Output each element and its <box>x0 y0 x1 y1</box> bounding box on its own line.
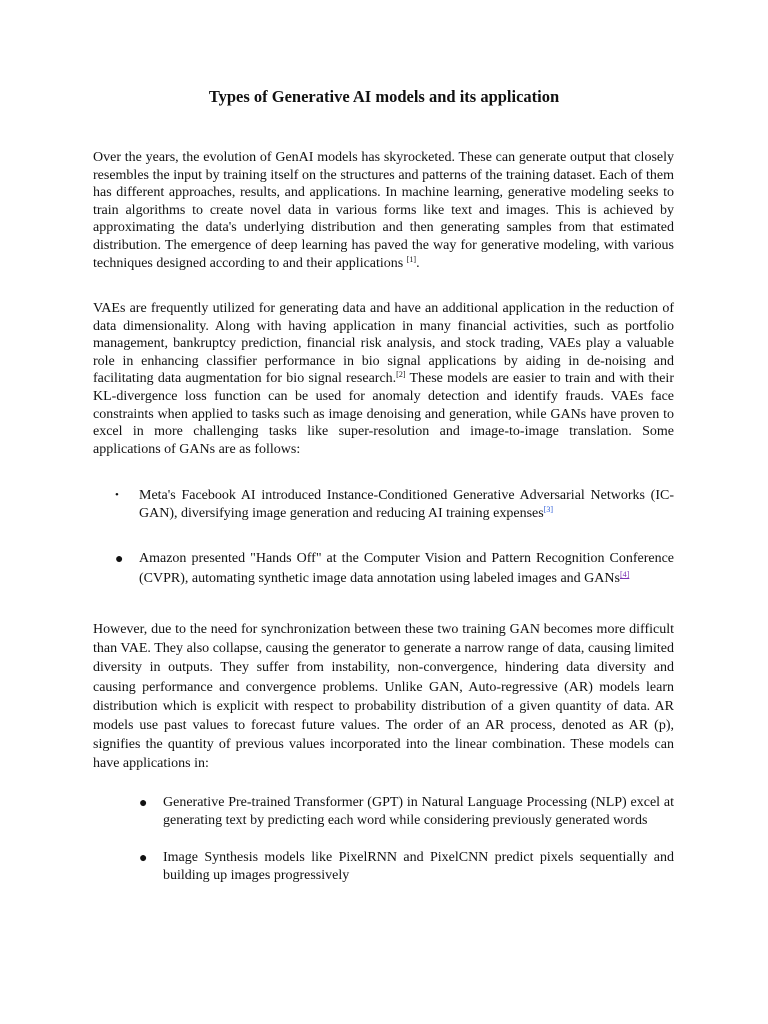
bullet-icon: ● <box>139 796 148 811</box>
citation-2[interactable]: [2] <box>396 370 406 380</box>
citation-4[interactable]: [4] <box>619 570 630 580</box>
list-item-text: Image Synthesis models like PixelRNN and PixelCNN predict pixels sequentially and building up images progressively <box>163 850 674 884</box>
paragraph-intro <box>93 149 674 272</box>
page-title: Types of Generative AI models and its application <box>208 87 560 106</box>
list-item-gan-1 <box>115 487 674 522</box>
list-item-gan-2 <box>115 549 674 590</box>
list-item-text: Amazon presented "Hands Off" at the Computer Vision and Pattern Recognition Conference (CVPR), automating synthetic image data annotation using labeled images and GANs <box>139 551 674 587</box>
paragraph-vae-text-b: These models are easier to train and with their KL-divergence loss function can be used for anomaly detection and identify frauds. VAEs face constraints when applied to tasks such as image denoising and generation, while GANs have proven to excel in more challenging tasks like super-resolution and image-to-image translation. Some applications of GANs are as follows: <box>93 371 674 457</box>
list-item-ar-1 <box>139 794 674 831</box>
bullet-icon: • <box>115 489 119 501</box>
list-item-text: Generative Pre-trained Transformer (GPT) in Natural Language Processing (NLP) excel at generating text by predicting each word while considering previously generated words <box>163 795 674 829</box>
paragraph-gan-ar <box>93 620 674 774</box>
bullet-icon: ● <box>139 851 148 866</box>
paragraph-intro-text: Over the years, the evolution of GenAI models has skyrocketed. These can generate output that closely resembles the input by training itself on the structures and patterns of the training dataset. Each of them has different approaches, results, and applications. In machine learning, generative modeling seeks to train algorithms to create novel data in various forms like text and images. This is achieved by approximating the data's underlying distribution and then generating samples from that estimated distribution. The emergence of deep learning has paved the way for generative modeling, with various techniques designed according to and their applications <box>93 150 674 271</box>
list-item-text: Meta's Facebook AI introduced Instance-Conditioned Generative Adversarial Networks (IC-GAN), diversifying image generation and reducing AI training expenses <box>139 488 674 521</box>
citation-3[interactable]: [3] <box>543 504 554 514</box>
bullet-icon: ● <box>115 552 124 567</box>
paragraph-vae <box>93 300 674 458</box>
paragraph-vae-text-a: VAEs are frequently utilized for generating data and have an additional application in the reduction of data dimensionality. Along with having application in many financial activities, such as portfolio management, bankruptcy prediction, financial risk analysis, and stock trading, VAEs play a valuable role in enhancing classifier performance in bio signal applications by aiding in de-noising and facilitating data augmentation for bio signal research. <box>93 301 674 387</box>
paragraph-gan-ar-text: However, due to the need for synchronization between these two training GAN becomes more difficult than VAE. They also collapse, causing the generator to generate a narrow range of data, causing limited diversity in outputs. They suffer from instability, non-convergence, hindering data diversity and causing performance and convergence problems. Unlike GAN, Auto-regressive (AR) models learn distribution which is explicit with respect to probability distribution of a given quantity of data. AR models use past values to forecast future values. The order of an AR process, denoted as AR (p), signifies the quantity of previous values incorporated into the linear combination. These models can have applications in: <box>93 622 674 772</box>
citation-1[interactable]: [1] <box>406 254 417 264</box>
paragraph-intro-end: . <box>416 255 420 271</box>
list-item-ar-2 <box>139 849 674 886</box>
